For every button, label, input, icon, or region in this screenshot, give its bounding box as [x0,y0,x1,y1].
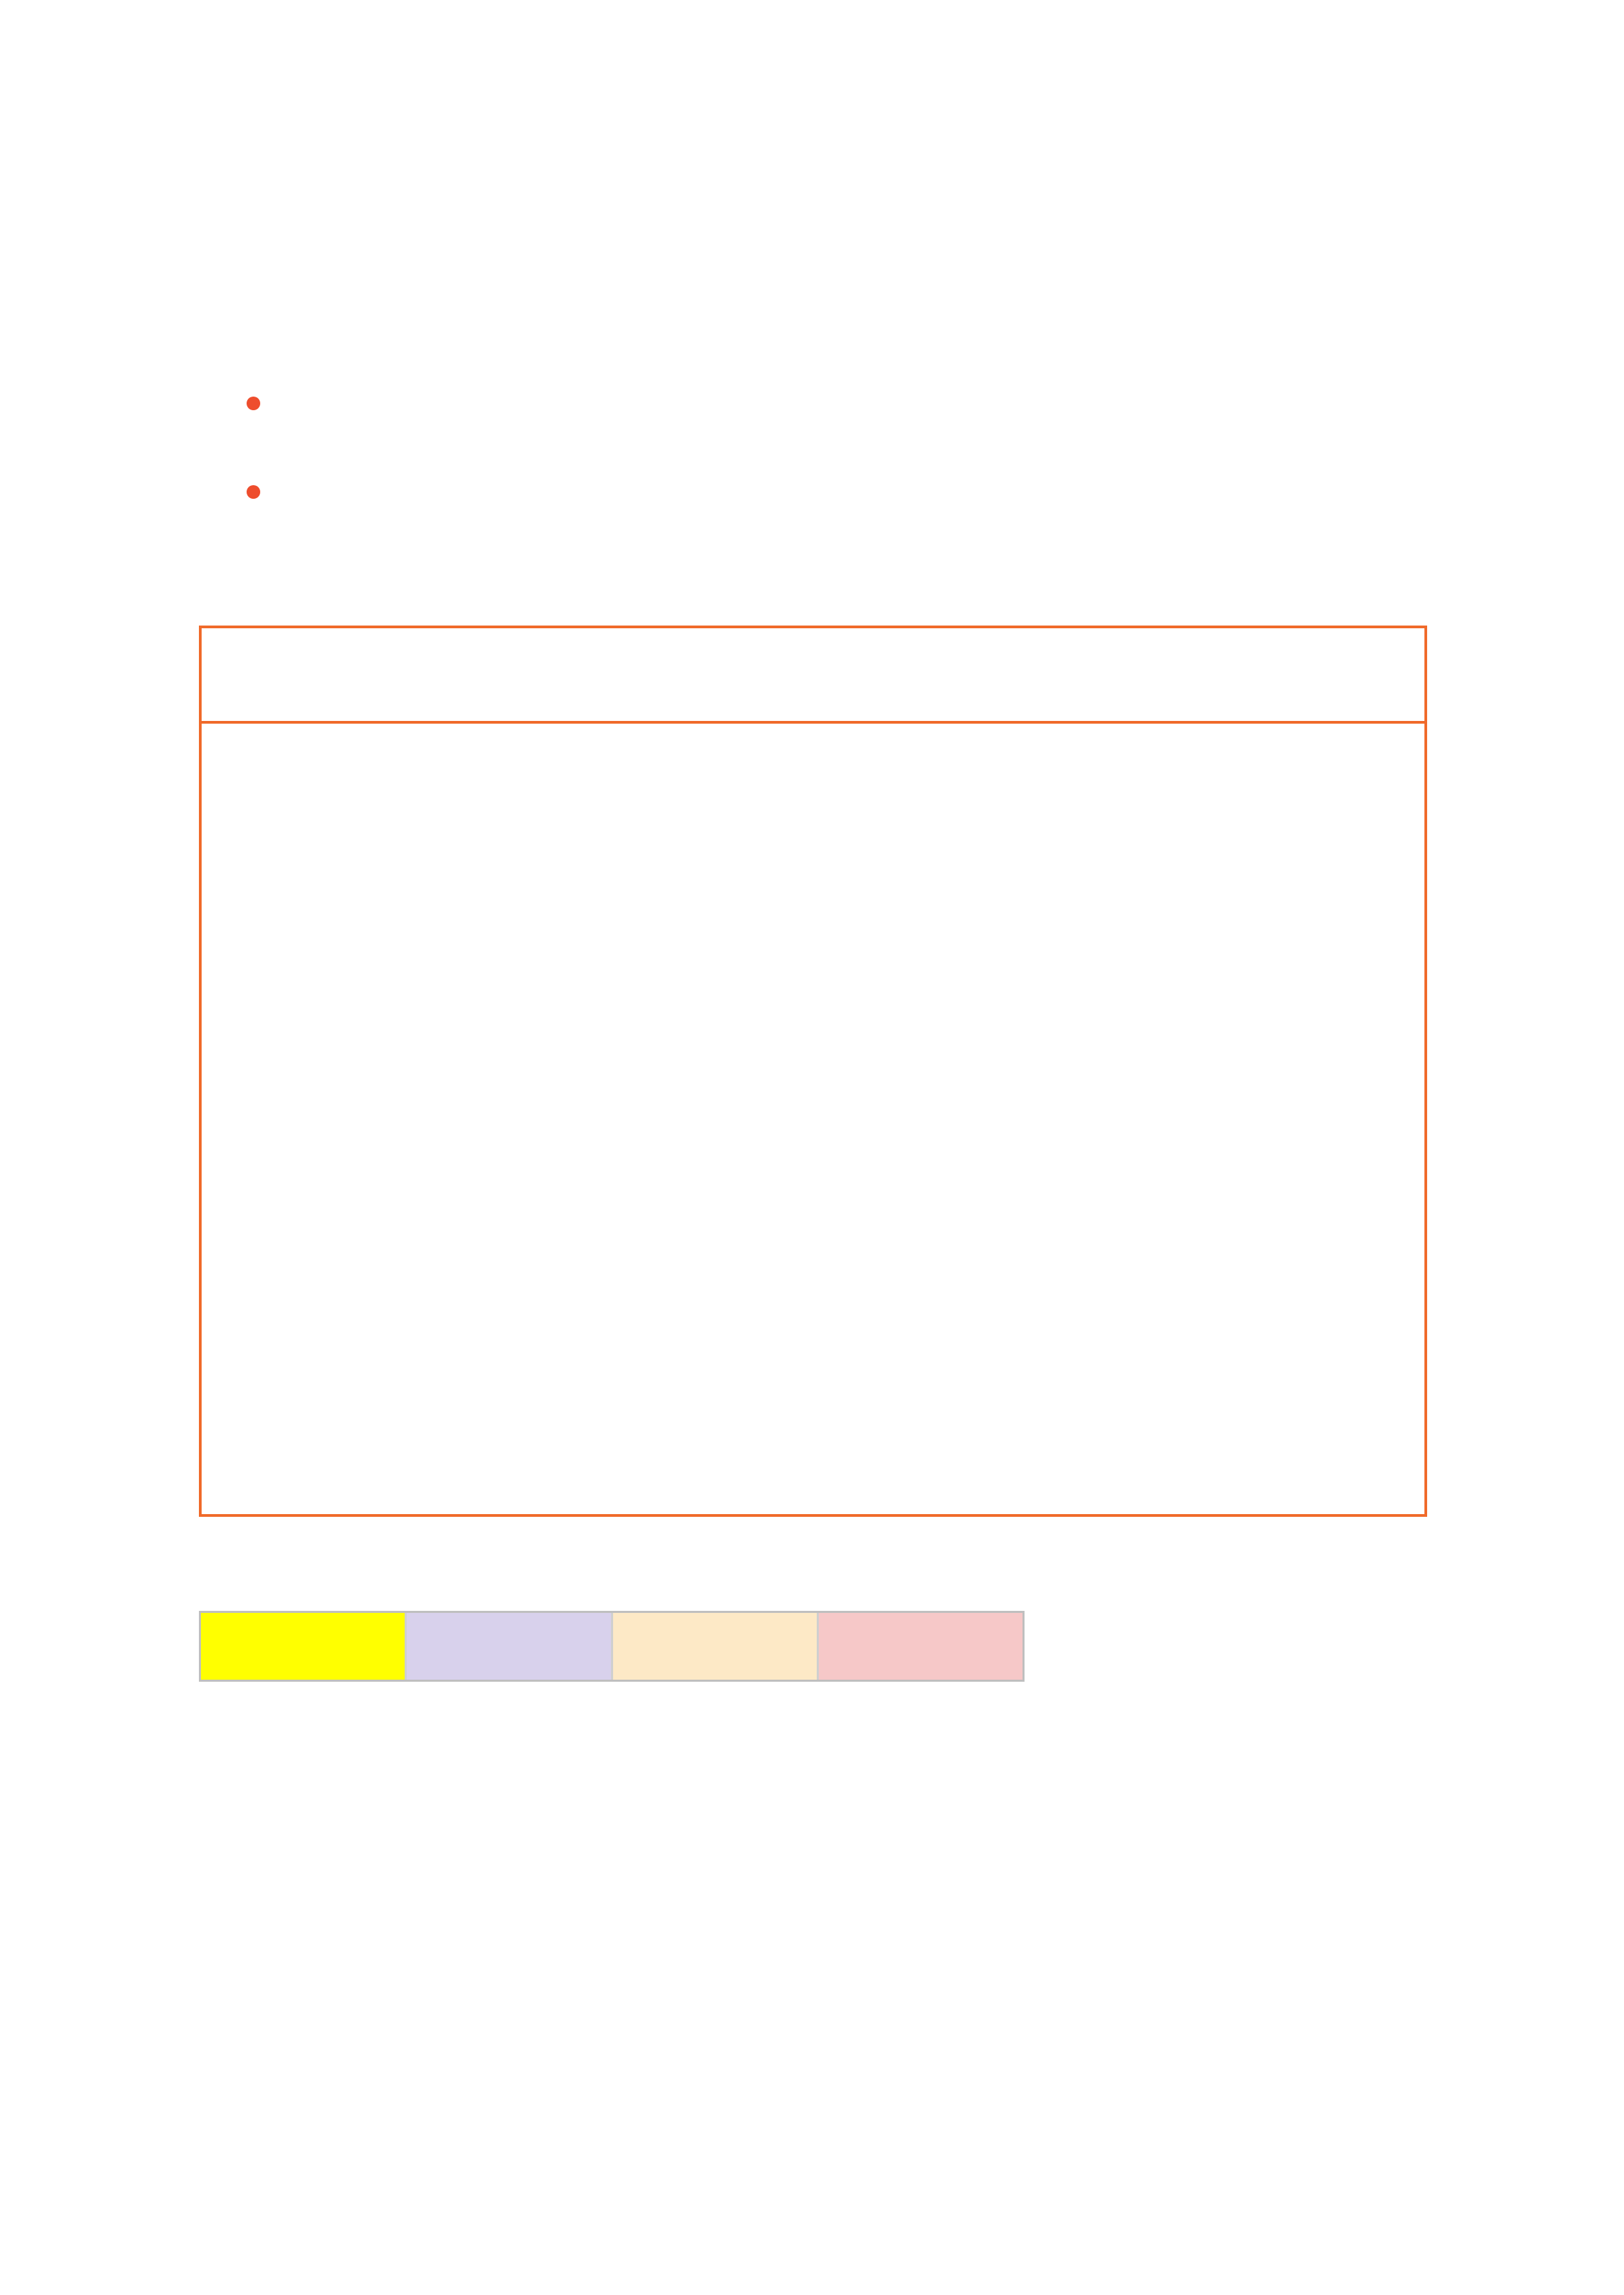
upcoming-bullet [247,485,297,499]
bullet-dot-icon [247,485,260,499]
ongoing-bullet [247,397,297,410]
weekday-header [202,721,1424,807]
activity-calendar [199,626,1427,1517]
legend-promo-day [201,1613,407,1680]
legend-category-promo [613,1613,819,1680]
color-legend [199,1611,1025,1682]
calendar-title [202,628,1424,724]
legend-promo-warmup [407,1613,612,1680]
legend-other-theme [819,1613,1022,1680]
bullet-dot-icon [247,397,260,410]
